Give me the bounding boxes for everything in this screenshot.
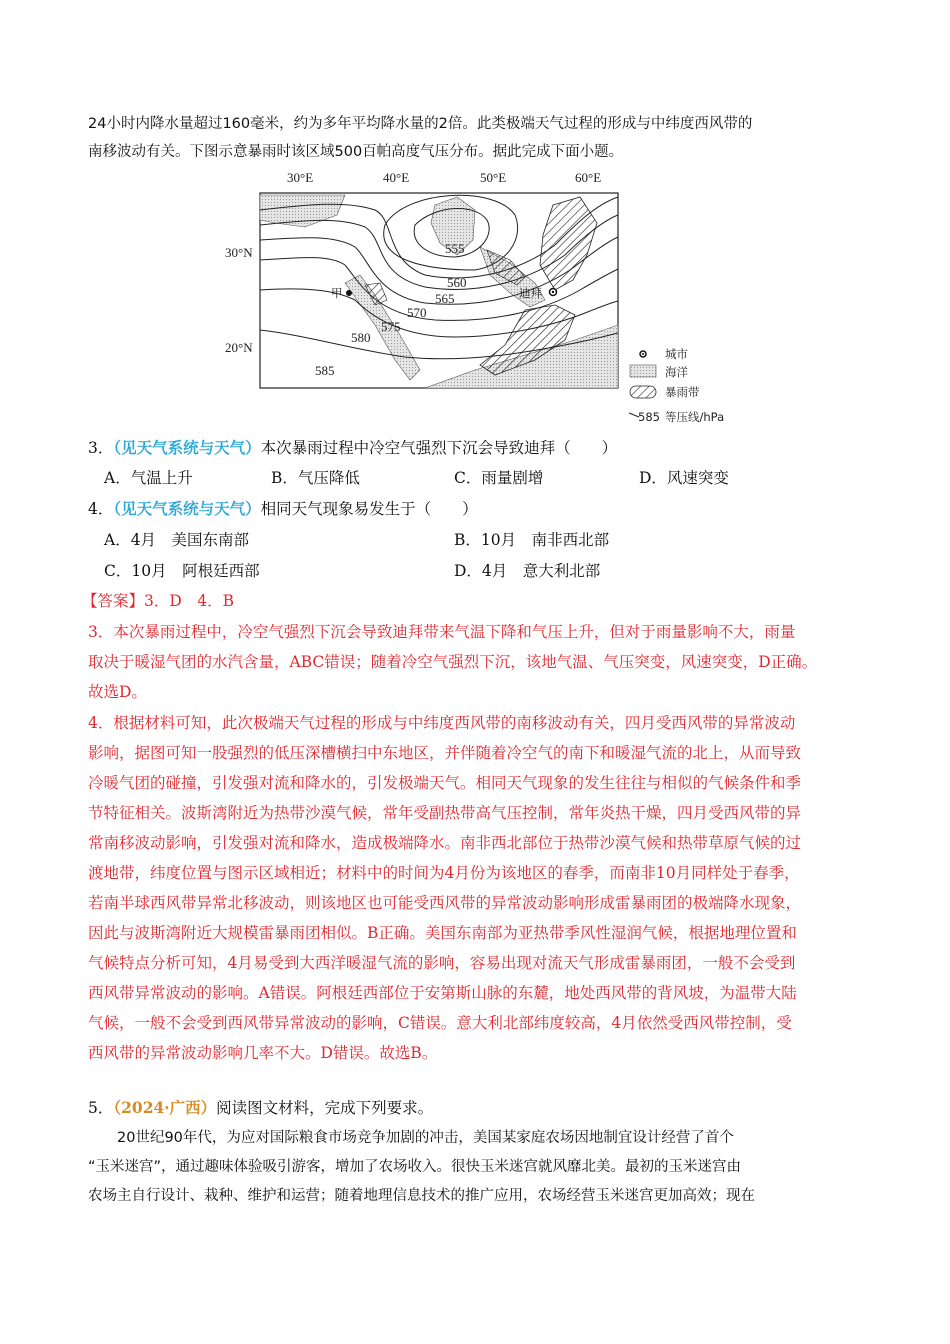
legend-isobar-label: 等压线/hPa (665, 410, 725, 424)
city-jia-label: 甲 (331, 286, 343, 300)
explanation-4-line-11: 气候，一般不会受到西风带异常波动的影响，C错误。意大利北部纬度较高，4月依然受西风带控制，受 (88, 1014, 792, 1032)
map-legend (629, 347, 724, 424)
rainstorm-hatch-icon (630, 386, 656, 398)
lon-label-40: 40°E (383, 170, 410, 185)
q3-option-d: D．风速突变 (639, 469, 729, 487)
answer-text: 3．D 4．B (144, 592, 235, 610)
contour-label-555: 555 (445, 241, 465, 256)
city-dubai-label: 迪拜 (519, 286, 542, 300)
q4-option-b: B．10月 南非西北部 (454, 531, 610, 549)
question-4-source: （见天气系统与天气） (113, 499, 261, 518)
question-4-number: 4． (88, 500, 114, 518)
answer-line (82, 590, 234, 612)
legend-ocean-label: 海洋 (665, 365, 688, 379)
city-jia-dot (346, 290, 352, 296)
explanation-4-line-12: 西风带的异常波动影响几率不大。D错误。故选B。 (88, 1044, 438, 1062)
intro-line-2: 南移波动有关。下图示意暴雨时该区域500百帕高度气压分布。据此完成下面小题。 (88, 144, 624, 160)
lon-label-50: 50°E (480, 170, 507, 185)
q3-option-a: A．气温上升 (104, 469, 193, 487)
answer-label: 【答案】 (82, 592, 145, 610)
question-3-text: 本次暴雨过程中冷空气强烈下沉会导致迪拜（ ） (260, 439, 618, 457)
contour-label-580: 580 (351, 330, 371, 345)
ocean-swatch-icon (630, 365, 656, 377)
explanation-4-line-3: 冷暖气团的碰撞，引发强对流和降水的，引发极端天气。相同天气现象的发生往往与相似的气候条件和季 (88, 774, 802, 792)
lon-label-30: 30°E (287, 170, 314, 185)
explanation-4-line-8: 因此与波斯湾附近大规模雷暴雨团相似。B正确。美国东南部为亚热带季风性湿润气候，根据地理位置和 (88, 924, 797, 942)
contour-label-585: 585 (315, 363, 335, 378)
question-3-number: 3． (88, 439, 114, 457)
intro-line-1: 24小时内降水量超过160毫米，约为多年平均降水量的2倍。此类极端天气过程的形成与中纬度西风带的 (88, 116, 753, 132)
explanation-4-line-4: 节特征相关。波斯湾附近为热带沙漠气候，常年受副热带高气压控制，常年炎热干燥，四月受西风带的异 (88, 804, 802, 822)
explanation-3-line-1: 3．本次暴雨过程中，冷空气强烈下沉会导致迪拜带来气温下降和气压上升，但对于雨量影响不大，雨量 (88, 623, 796, 641)
lat-label-30: 30°N (225, 245, 253, 260)
question-4 (88, 498, 478, 520)
q4-option-c: C．10月 阿根廷西部 (104, 562, 260, 580)
legend-city-label: 城市 (665, 347, 688, 361)
legend-rainstorm-label: 暴雨带 (665, 385, 700, 399)
q4-option-a: A．4月 美国东南部 (104, 531, 250, 549)
contour-label-570: 570 (407, 305, 427, 320)
material-line-1: 20世纪90年代，为应对国际粮食市场竞争加剧的冲击，美国某家庭农场因地制宜设计经营了首个 (88, 1130, 734, 1146)
explanation-4-line-5: 常南移波动影响，引发强对流和降水，造成极端降水。南非西北部位于热带沙漠气候和热带草原气候的过 (88, 834, 802, 852)
explanation-4-line-9: 气候特点分析可知，4月易受到大西洋暖湿气流的影响，容易出现对流天气形成雷暴雨团，一般不会受到 (88, 954, 796, 972)
contour-label-565: 565 (435, 291, 455, 306)
q3-option-b: B．气压降低 (271, 469, 360, 487)
explanation-3-line-2: 取决于暖湿气团的水汽含量，ABC错误；随着冷空气强烈下沉，该地气温、气压突变，风速突变，D正确。 (88, 653, 818, 671)
material-line-3: 农场主自行设计、栽种、维护和运营；随着地理信息技术的推广应用，农场经营玉米迷宫更加高效；现在 (88, 1188, 755, 1204)
lon-label-60: 60°E (575, 170, 602, 185)
explanation-4-line-2: 影响，据图可知一股强烈的低压深槽横扫中东地区，并伴随着冷空气的南下和暖湿气流的北上，从而导致 (88, 744, 802, 762)
contour-label-575: 575 (381, 319, 401, 334)
material-line-2: “玉米迷宫”，通过趣味体验吸引游客，增加了农场收入。很快玉米迷宫就风靡北美。最初的玉米迷宫由 (88, 1159, 742, 1175)
question-5-text: 阅读图文材料，完成下列要求。 (216, 1099, 434, 1117)
question-5-source: （2024·广西） (113, 1098, 217, 1117)
explanation-3-line-3: 故选D。 (88, 683, 147, 701)
explanation-4-line-1: 4．根据材料可知，此次极端天气过程的形成与中纬度西风带的南移波动有关，四月受西风带的异常波动 (88, 714, 796, 732)
question-5-number: 5． (88, 1099, 114, 1117)
question-5 (88, 1097, 433, 1119)
lat-label-20: 20°N (225, 340, 253, 355)
question-3-source: （见天气系统与天气） (113, 438, 261, 457)
legend-isobar-value: 585 (638, 410, 660, 424)
explanation-4-line-7: 若南半球西风带异常北移波动，则该地区也可能受西风带的异常波动影响形成雷暴雨团的极端降水现象， (88, 894, 802, 912)
explanation-4-line-6: 渡地带，纬度位置与图示区域相近；材料中的时间为4月份为该地区的春季，而南非10月同样处于春季， (88, 864, 800, 882)
explanation-4-line-10: 西风带异常波动的影响。A错误。阿根廷西部位于安第斯山脉的东麓，地处西风带的背风坡，为温带大陆 (88, 984, 797, 1002)
pressure-map-figure (225, 165, 765, 427)
question-4-text: 相同天气现象易发生于（ ） (260, 500, 478, 518)
question-3 (88, 437, 617, 459)
q4-option-d: D．4月 意大利北部 (454, 562, 601, 580)
q3-option-c: C．雨量剧增 (454, 469, 544, 487)
contour-label-560: 560 (447, 275, 467, 290)
